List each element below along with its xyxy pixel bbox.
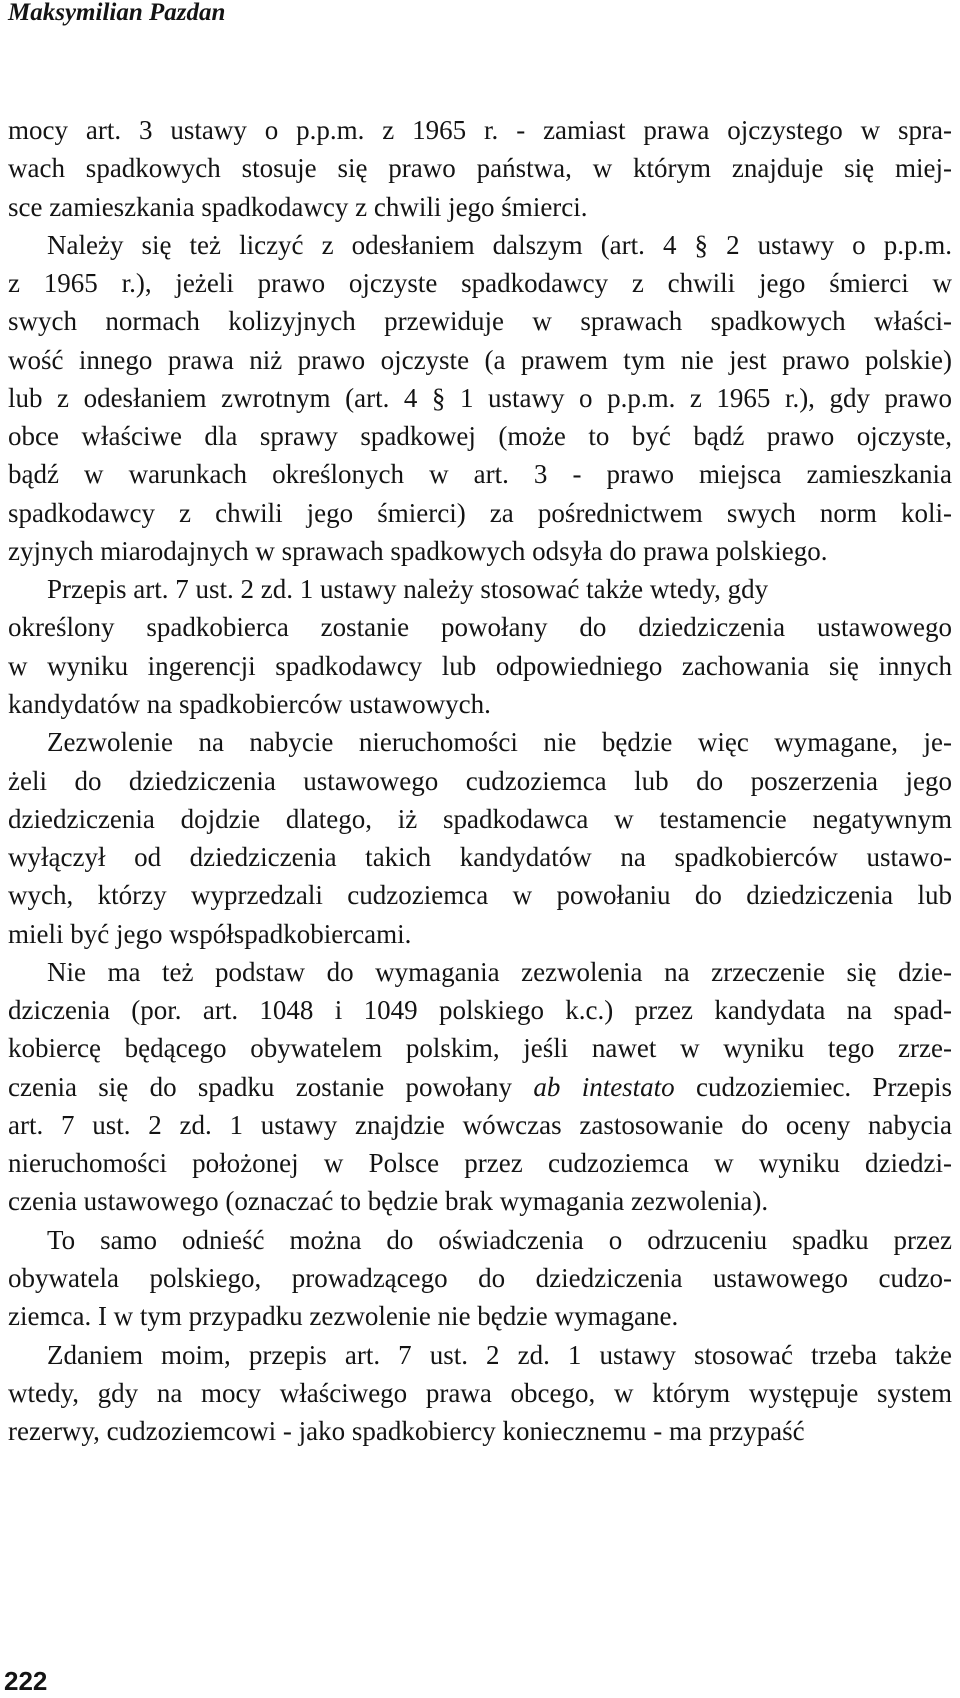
text-line: w wyniku ingerencji spadkodawcy lub odpowiedniego zachowania się innych [8,650,952,681]
text-line: obce właściwe dla sprawy spadkowej (może to być bądź prawo ojczyste, [8,421,952,452]
text-line: dziedziczenia dojdzie dlatego, iż spadkodawca w testamencie negatywnym [8,803,952,834]
text-line: kandydatów na spadkobierców ustawowych. [8,688,491,719]
text-line: bądź w warunkach określonych w art. 3 - prawo miejsca zamieszkania [8,459,952,490]
paragraph-start-line: Należy się też liczyć z odesłaniem dalszym (art. 4 § 2 ustawy o p.p.m. [47,229,952,260]
text-line: sce zamieszkania spadkodawcy z chwili jego śmierci. [8,191,588,222]
text-line: mocy art. 3 ustawy o p.p.m. z 1965 r. - zamiast prawa ojczystego w spra- [8,115,952,145]
text-line: wach spadkowych stosuje się prawo państwa, w którym znajduje się miej- [8,153,952,184]
text-line: wyłączył od dziedziczenia takich kandydatów na spadkobierców ustawo- [8,842,952,873]
paragraph-start-line: Zdaniem moim, przepis art. 7 ust. 2 zd. 1 ustawy stosować trzeba także [47,1339,952,1370]
text-line: art. 7 ust. 2 zd. 1 ustawy znajdzie wówczas zastosowanie do oceny nabycia [8,1109,952,1140]
text-line: żeli do dziedziczenia ustawowego cudzoziemca lub do poszerzenia jego [8,765,952,796]
text-line: spadkodawcy z chwili jego śmierci) za pośrednictwem swych norm koli- [8,497,952,528]
text-line-with-italic [8,1068,952,1106]
text-line: wtedy, gdy na mocy właściwego prawa obcego, w którym występuje system [8,1377,952,1408]
text-segment: cudzoziemiec. Przepis [674,1071,952,1102]
paragraph-start-line: Przepis art. 7 ust. 2 zd. 1 ustawy należy stosować także wtedy, gdy [47,574,769,605]
text-line: zyjnych miarodajnych w sprawach spadkowych odsyła do prawa polskiego. [8,535,828,566]
text-line: kobiercę będącego obywatelem polskim, jeśli nawet w wyniku tego zrze- [8,1033,952,1064]
text-line: określony spadkobierca zostanie powołany do dziedziczenia ustawowego [8,612,952,643]
text-line: wość innego prawa niż prawo ojczyste (a prawem tym nie jest prawo polskie) [8,344,952,375]
text-line: mieli być jego współspadkobiercami. [8,918,412,949]
text-line: ziemca. I w tym przypadku zezwolenie nie będzie wymagane. [8,1301,679,1332]
body-text [8,111,952,1450]
paragraph-start-line: Nie ma też podstaw do wymagania zezwolenia na zrzeczenie się dzie- [47,956,952,987]
italic-latin-phrase: ab intestato [533,1071,675,1102]
text-segment: czenia się do spadku zostanie powołany [8,1071,534,1102]
text-line: wych, którzy wyprzedzali cudzoziemca w powołaniu do dziedziczenia lub [8,880,952,911]
text-line: rezerwy, cudzoziemcowi - jako spadkobiercy koniecznemu - ma przypaść [8,1416,805,1447]
text-line: obywatela polskiego, prowadzącego do dziedziczenia ustawowego cudzo- [8,1262,952,1293]
page-number: 222 [4,1666,48,1696]
text-line: z 1965 r.), jeżeli prawo ojczyste spadkodawcy z chwili jego śmierci w [8,268,952,299]
running-header-author: Maksymilian Pazdan [8,0,226,26]
text-line: dziczenia (por. art. 1048 i 1049 polskiego k.c.) przez kandydata na spad- [8,995,952,1026]
text-line: czenia ustawowego (oznaczać to będzie brak wymagania zezwolenia). [8,1186,769,1217]
text-line: nieruchomości położonej w Polsce przez cudzoziemca w wyniku dziedzi- [8,1148,952,1179]
paragraph-start-line: To samo odnieść można do oświadczenia o odrzuceniu spadku przez [47,1224,952,1255]
paragraph-start-line: Zezwolenie na nabycie nieruchomości nie będzie więc wymagane, je- [47,727,952,758]
text-line: swych normach kolizyjnych przewiduje w sprawach spadkowych właści- [8,306,952,337]
text-line: lub z odesłaniem zwrotnym (art. 4 § 1 ustawy o p.p.m. z 1965 r.), gdy prawo [8,382,952,413]
